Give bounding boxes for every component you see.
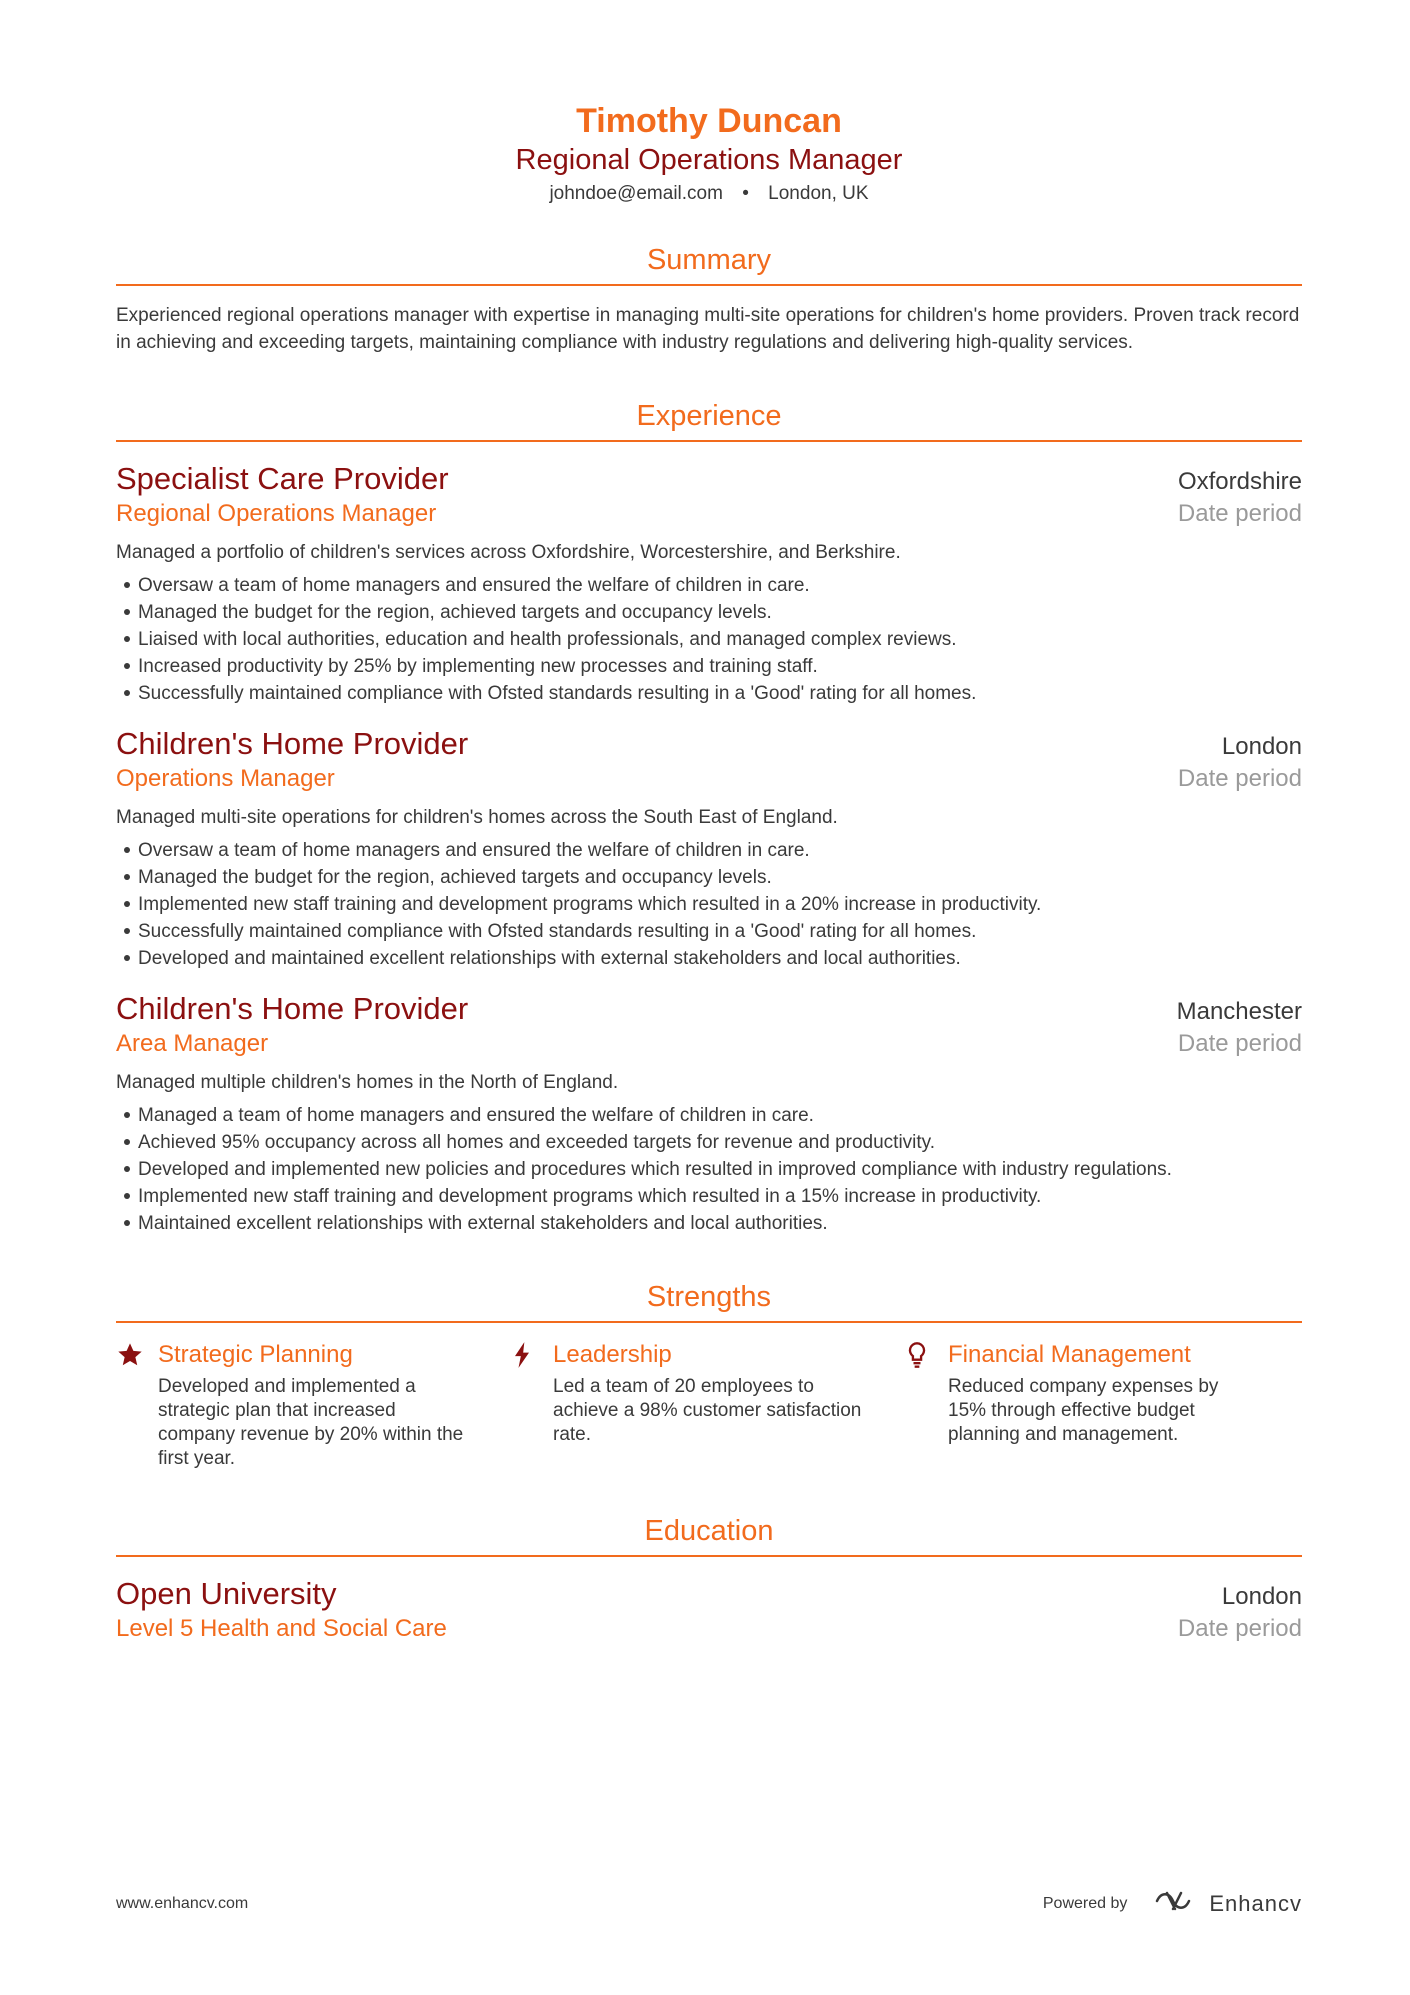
powered-by <box>1043 1890 1302 1917</box>
list-item: Developed and maintained excellent relationships with external stakeholders and local authorities. <box>116 945 1302 972</box>
strength-title: Leadership <box>553 1341 672 1368</box>
list-item: Oversaw a team of home managers and ensured the welfare of children in care. <box>116 572 1302 599</box>
summary-section <box>116 242 1302 356</box>
job-date: Date period <box>1177 765 1302 792</box>
strength-description: Led a team of 20 employees to achieve a 98% customer satisfaction rate. <box>553 1376 862 1445</box>
list-item: Increased productivity by 25% by implementing new processes and training staff. <box>116 653 1302 680</box>
list-item: Successfully maintained compliance with Ofsted standards resulting in a 'Good' rating for all homes. <box>116 918 1302 945</box>
job-description: Managed a portfolio of children's services across Oxfordshire, Worcestershire, and Berkshire. <box>116 542 901 563</box>
job-role: Operations Manager <box>116 765 335 792</box>
job-location: Manchester <box>1176 998 1302 1025</box>
list-item: Achieved 95% occupancy across all homes and exceeded targets for revenue and productivity. <box>116 1129 1302 1156</box>
page-footer <box>116 1890 1302 1917</box>
list-item: Oversaw a team of home managers and ensured the welfare of children in care. <box>116 837 1302 864</box>
job-description: Managed multiple children's homes in the North of England. <box>116 1072 619 1093</box>
section-title-experience: Experience <box>116 398 1302 442</box>
job-date: Date period <box>1177 500 1302 527</box>
strengths-list <box>116 1339 1302 1471</box>
powered-by-label: Powered by <box>1042 1894 1128 1912</box>
strengths-section <box>116 1279 1302 1471</box>
summary-text: Experienced regional operations manager with expertise in managing multi-site operations for children's home providers. Proven track record in achieving and exceeding targets, maintaining compliance with industry regulations and delivering high-quality services. <box>116 305 1300 353</box>
strength-title: Financial Management <box>948 1341 1191 1368</box>
list-item: Managed a team of home managers and ensured the welfare of children in care. <box>116 1102 1302 1129</box>
strength-title: Strategic Planning <box>158 1341 353 1368</box>
list-item: Implemented new staff training and development programs which resulted in a 20% increase in productivity. <box>116 891 1302 918</box>
job-location: Oxfordshire <box>1177 468 1302 495</box>
experience-section <box>116 398 1302 1237</box>
contact-line <box>116 182 1302 206</box>
education-entry <box>116 1575 1302 1645</box>
job-description: Managed multi-site operations for children's homes across the South East of England. <box>116 807 838 828</box>
strength-item <box>906 1339 1301 1471</box>
education-date: Date period <box>1177 1615 1302 1642</box>
website-link[interactable]: www.enhancv.com <box>116 1894 249 1912</box>
list-item: Successfully maintained compliance with Ofsted standards resulting in a 'Good' rating for all homes. <box>116 680 1302 707</box>
candidate-name: Timothy Duncan <box>576 102 842 140</box>
resume-header <box>116 100 1302 206</box>
brand-name: Enhancv <box>1209 1890 1302 1916</box>
list-item: Managed the budget for the region, achieved targets and occupancy levels. <box>116 864 1302 891</box>
company-name: Specialist Care Provider <box>116 461 449 496</box>
job-bullets <box>116 837 1302 972</box>
section-title-summary: Summary <box>116 242 1302 286</box>
lightning-icon <box>511 1339 553 1371</box>
strength-item <box>511 1339 906 1471</box>
list-item: Liaised with local authorities, education and health professionals, and managed complex reviews. <box>116 626 1302 653</box>
section-title-education: Education <box>116 1513 1302 1557</box>
experience-entry <box>116 990 1302 1237</box>
job-role: Area Manager <box>116 1030 269 1057</box>
company-name: Children's Home Provider <box>116 991 469 1026</box>
experience-entry <box>116 725 1302 972</box>
job-date: Date period <box>1177 1030 1302 1057</box>
job-bullets <box>116 572 1302 707</box>
resume-page <box>116 100 1302 1645</box>
list-item: Maintained excellent relationships with external stakeholders and local authorities. <box>116 1210 1302 1237</box>
school-name: Open University <box>116 1576 337 1611</box>
job-location: London <box>1221 733 1302 760</box>
lightbulb-icon <box>906 1339 948 1371</box>
degree: Level 5 Health and Social Care <box>116 1615 447 1642</box>
location: London, UK <box>768 183 869 204</box>
company-name: Children's Home Provider <box>116 726 469 761</box>
list-item: Developed and implemented new policies and procedures which resulted in improved compliance with industry regulations. <box>116 1156 1302 1183</box>
separator-dot: • <box>742 183 749 204</box>
job-bullets <box>116 1102 1302 1237</box>
email[interactable]: johndoe@email.com <box>549 183 723 204</box>
experience-entry <box>116 460 1302 707</box>
job-role: Regional Operations Manager <box>116 500 437 527</box>
school-location: London <box>1221 1583 1302 1610</box>
education-section <box>116 1513 1302 1645</box>
star-icon <box>116 1339 158 1371</box>
section-title-strengths: Strengths <box>116 1279 1302 1323</box>
strength-description: Reduced company expenses by 15% through effective budget planning and management. <box>948 1376 1219 1445</box>
enhancv-logo-icon <box>1155 1890 1201 1917</box>
candidate-title: Regional Operations Manager <box>515 144 903 176</box>
list-item: Managed the budget for the region, achieved targets and occupancy levels. <box>116 599 1302 626</box>
strength-item <box>116 1339 511 1471</box>
list-item: Implemented new staff training and development programs which resulted in a 15% increase in productivity. <box>116 1183 1302 1210</box>
strength-description: Developed and implemented a strategic plan that increased company revenue by 20% within the first year. <box>158 1376 464 1469</box>
